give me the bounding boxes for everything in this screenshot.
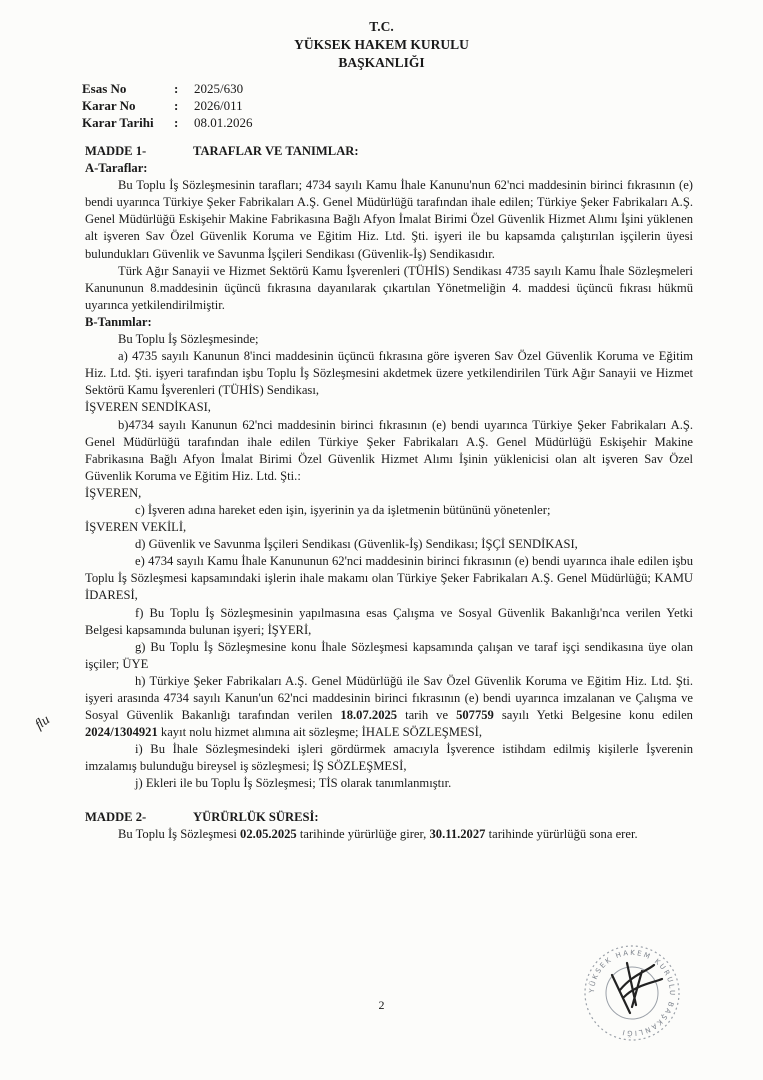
- meta-value: 08.01.2026: [194, 115, 253, 130]
- article-1-heading: [85, 143, 693, 160]
- definition-f: f) Bu Toplu İş Sözleşmesinin yapılmasına esas Çalışma ve Sosyal Güvenlik Bakanlığı'nca verilen Yetki Belgesi kapsamında bulunan işyeri; İŞYERİ,: [85, 605, 693, 637]
- article-number: MADDE 1-: [85, 144, 147, 158]
- meta-value: 2025/630: [194, 81, 244, 96]
- text-run: sayılı Yetki Belgesine konu edilen: [501, 708, 693, 723]
- text-run: tarihinde yürürlüğe girer,: [299, 826, 427, 841]
- definition-a-term: İŞVEREN SENDİKASI,: [85, 400, 211, 415]
- definition-a: a) 4735 sayılı Kanunun 8'inci maddesinin üçüncü fıkrasına göre işveren Sav Özel Güvenlik Koruma ve Eğitim Hiz. Ltd. Şti. işyeri tarafından işbu Toplu İş Sözleşmesini akdetmek üzere yetkilendirilen Türk Ağır Sanayii ve Hizmet Sektörü Kamu İşverenleri (TÜHİS) Sendikası,: [85, 349, 693, 398]
- definition-e: e) 4734 sayılı Kamu İhale Kanununun 62'nci maddesinin birinci fıkrasının (e) bendi uyarınca ihale edilen işbu Toplu İş Sözleşmesi kapsamındaki işlerin ihale makamı olan Türkiye Şeker Fabrikaları A.Ş. Genel Müdürlüğü; KAMU İDARESİ,: [85, 554, 693, 603]
- article-title: TARAFLAR VE TANIMLAR:: [193, 144, 359, 158]
- text-run: kayıt nolu hizmet alımına ait sözleşme; İHALE SÖZLEŞMESİ,: [160, 725, 483, 740]
- header-tc: T.C.: [369, 19, 394, 34]
- text-run: h) Türkiye Şeker Fabrikaları A.Ş. Genel Müdürlüğü ile Sav Özel Güvenlik Koruma ve Eğitim Hiz. Ltd. Şti. işyeri arasında 4734 sayılı Kanun'un 62'nci maddesinin birinci fıkrasının (e) bendi uyarınca imzalanan ve Çalışma ve Sosyal Güvenlik Bakanlığı tarafından verilen: [85, 673, 693, 723]
- definition-j: j) Ekleri ile bu Toplu İş Sözleşmesi; TİS olarak tanımlanmıştır.: [135, 776, 452, 791]
- start-date: 02.05.2025: [240, 826, 297, 841]
- header-department: BAŞKANLIĞI: [338, 55, 425, 70]
- definition-c-term: İŞVEREN VEKİLİ,: [85, 520, 187, 535]
- meta-label: Esas No: [82, 81, 127, 96]
- text-run: tarih ve: [405, 708, 449, 723]
- article-2-heading: [85, 809, 693, 826]
- definition-b-term: İŞVEREN,: [85, 485, 142, 500]
- definition-i: i) Bu İhale Sözleşmesindeki işleri gördürmek amacıyla İşverence istihdam edilmiş kişilerle İşverenin imzalamış bulunduğu bireysel iş sözleşmesi; İŞ SÖZLEŞMESİ,: [85, 742, 693, 774]
- header-institution: YÜKSEK HAKEM KURULU: [294, 37, 469, 52]
- validity-paragraph: [85, 826, 693, 843]
- meta-row: Karar Tarihi : 08.01.2026: [82, 115, 253, 130]
- seal-graphic: [572, 935, 692, 1045]
- document-body: [85, 143, 693, 843]
- definition-c: c) İşveren adına hareket eden işin, işyerinin ya da işletmenin bütününü yönetenler;: [135, 502, 551, 517]
- text-run: tarihinde yürürlüğü sona erer.: [488, 826, 638, 841]
- end-date: 30.11.2027: [429, 826, 486, 841]
- definition-b: b)4734 sayılı Kanunun 62'nci maddesinin birinci fıkrasının (e) bendi uyarınca Türkiye Şeker Fabrikaları A.Ş. Genel Müdürlüğü tarafından ihale edilen Türkiye Şeker Fabrikaları A.Ş. Genel Müdürlüğü Eskişehir Makine Fabrikasına Bağlı Afyon İmalat Birimi Özel Güvenlik Hizmet Alımı İşinin yüklenicisi olan alt işveren Sav Özel Güvenlik Koruma ve Eğitim Hiz. Ltd. Şti.:: [85, 417, 693, 483]
- license-number: 507759: [456, 708, 494, 723]
- official-seal: [572, 935, 692, 1045]
- license-date: 18.07.2025: [340, 708, 398, 723]
- paragraph: Bu Toplu İş Sözleşmesinin tarafları; 4734 sayılı Kamu İhale Kanunu'nun 62'nci maddesinin birinci fıkrasının (e) bendi uyarınca Türkiye Şeker Fabrikaları A.Ş. Genel Müdürlüğü tarafından ihale edilen; Türkiye Şeker Fabrikaları A.Ş. Genel Müdürlüğü Eskişehir Makine Fabrikasına Bağlı Afyon İmalat Birimi Özel Güvenlik Hizmet Alımı İşini yüklenen alt işveren Sav Özel Güvenlik Koruma ve Eğitim Hiz. Ltd. Şti. işyeri ile bu kapsamda çalıştırılan işçilerin üyesi bulundukları Güvenlik ve Savunma İşçileri Sendikası (Güvenlik-İş) Sendikasıdır.: [85, 178, 693, 261]
- page-number: 2: [378, 998, 385, 1012]
- paragraph: Bu Toplu İş Sözleşmesinde;: [118, 332, 259, 347]
- definition-d: d) Güvenlik ve Savunma İşçileri Sendikası (Güvenlik-İş) Sendikası; İŞÇİ SENDİKASI,: [135, 537, 578, 552]
- text-run: Bu Toplu İş Sözleşmesi: [118, 826, 237, 841]
- article-title: YÜRÜRLÜK SÜRESİ:: [193, 809, 319, 824]
- record-number: 2024/1304921: [85, 725, 158, 740]
- margin-initial: ﬂu: [32, 712, 53, 733]
- meta-label: Karar No: [82, 98, 136, 113]
- paragraph: Türk Ağır Sanayii ve Hizmet Sektörü Kamu İşverenleri (TÜHİS) Sendikası 4735 sayılı Kamu İhale Sözleşmeleri Kanununun 8.maddesinin üçüncü fıkrasına dayanılarak çıkartılan Yönetmeliğin 4. maddesi üçüncü fıkrası hükmü uyarınca yetkilendirilmiştir.: [85, 263, 693, 312]
- definition-h: [85, 673, 693, 741]
- case-meta: [82, 80, 253, 131]
- article-number: MADDE 2-: [85, 809, 147, 824]
- seal-text: YÜKSEK HAKEM KURULU BAŞKANLIĞI: [587, 948, 677, 1038]
- section-a-heading: A-Taraflar:: [85, 161, 148, 176]
- meta-row: Esas No : 2025/630: [82, 81, 244, 96]
- definition-g: g) Bu Toplu İş Sözleşmesine konu İhale Sözleşmesi kapsamında çalışan ve taraf işçi sendikasına üye olan işçiler; ÜYE: [85, 639, 693, 671]
- meta-row: Karar No : 2026/011: [82, 98, 243, 113]
- meta-value: 2026/011: [194, 98, 243, 113]
- svg-text:YÜKSEK HAKEM KURULU BAŞKANLIĞI: [588, 949, 676, 1038]
- meta-label: Karar Tarihi: [82, 115, 154, 130]
- section-b-heading: B-Tanımlar:: [85, 314, 152, 329]
